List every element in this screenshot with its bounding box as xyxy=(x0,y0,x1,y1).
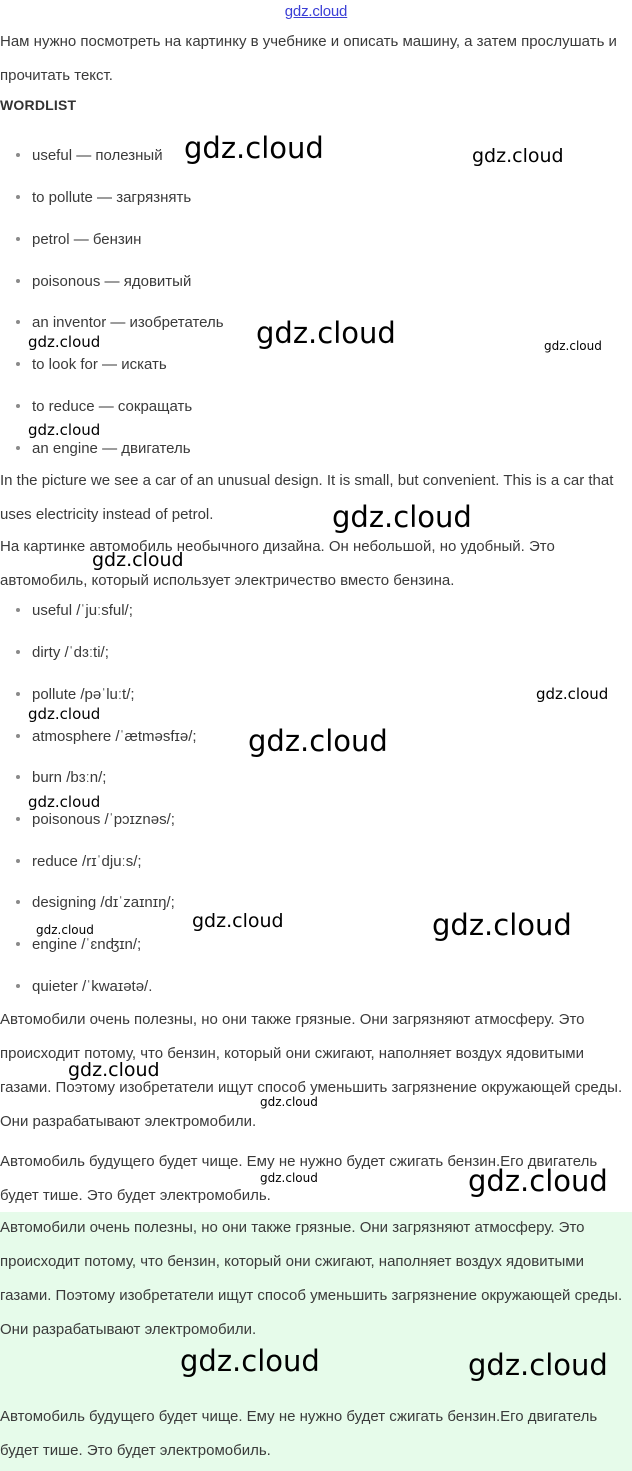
bullet-icon xyxy=(16,404,20,408)
watermark: gdz.cloud xyxy=(36,923,94,937)
bullet-icon xyxy=(16,692,20,696)
paragraph-1: Автомобили очень полезны, но они также грязные. Они загрязняют атмосферу. Это происходит потому, что бензин, который они сжигают, наполняет воздух ядовитыми газами. Поэтому изобретатели ищут способ уменьшить загрязнение окружающей среды. Они разрабатывают электромобили. xyxy=(0,1011,623,1130)
list-item: pollute /pəˈluːt/; xyxy=(16,686,135,703)
intro-text: Нам нужно посмотреть на картинку в учебнике и описать машину, а затем прослушать и прочитать текст. xyxy=(0,33,617,84)
bullet-icon xyxy=(16,734,20,738)
answer-paragraph-1: Автомобили очень полезны, но они также грязные. Они загрязняют атмосферу. Это происходит потому, что бензин, который они сжигают, наполняет воздух ядовитыми газами. Поэтому изобретатели ищут способ уменьшить загрязнение окружающей среды. Они разрабатывают электромобили. xyxy=(0,1219,623,1338)
watermark: gdz.cloud xyxy=(184,131,324,165)
site-logo[interactable]: gdz.cloud xyxy=(284,3,348,20)
watermark: gdz.cloud xyxy=(544,339,602,353)
russian-text: На картинке автомобиль необычного дизайна. Он небольшой, но удобный. Это автомобиль, который использует электричество вместо бензина. xyxy=(0,538,555,589)
list-item: burn /bɜːn/; xyxy=(16,769,106,786)
bullet-icon xyxy=(16,279,20,283)
watermark: gdz.cloud xyxy=(28,793,101,811)
paragraph-2: Автомобиль будущего будет чище. Ему не нужно будет сжигать бензин.Его двигатель будет тише. Это будет электромобиль. xyxy=(0,1153,598,1204)
watermark: gdz.cloud xyxy=(192,910,284,932)
bullet-icon xyxy=(16,362,20,366)
watermark: gdz.cloud xyxy=(68,1059,160,1081)
list-item: useful /ˈjuːsful/; xyxy=(16,602,133,619)
list-item: to look for — искать xyxy=(16,356,167,373)
bullet-icon xyxy=(16,984,20,988)
watermark: gdz.cloud xyxy=(472,145,564,167)
answer-paragraph-2: Автомобиль будущего будет чище. Ему не нужно будет сжигать бензин.Его двигатель будет тише. Это будет электромобиль. xyxy=(0,1408,598,1459)
list-item: to pollute — загрязнять xyxy=(16,189,191,206)
watermark: gdz.cloud xyxy=(536,685,609,703)
watermark: gdz.cloud xyxy=(92,549,184,571)
list-item: petrol — бензин xyxy=(16,231,141,248)
list-item: reduce /rɪˈdjuːs/; xyxy=(16,853,142,870)
watermark: gdz.cloud xyxy=(248,724,388,758)
wordlist-heading: WORDLIST xyxy=(0,97,77,113)
list-item: quieter /ˈkwaɪətə/. xyxy=(16,978,152,995)
watermark: gdz.cloud xyxy=(260,1095,318,1109)
bullet-icon xyxy=(16,195,20,199)
list-item: poisonous /ˈpɔɪznəs/; xyxy=(16,811,175,828)
watermark: gdz.cloud xyxy=(180,1344,320,1378)
bullet-icon xyxy=(16,942,20,946)
list-item: useful — полезный xyxy=(16,147,163,164)
list-item: designing /dɪˈzaɪnɪŋ/; xyxy=(16,894,175,911)
watermark: gdz.cloud xyxy=(28,333,101,351)
bullet-icon xyxy=(16,817,20,821)
bullet-icon xyxy=(16,446,20,450)
bullet-icon xyxy=(16,900,20,904)
list-item: atmosphere /ˈætməsfɪə/; xyxy=(16,728,197,745)
watermark: gdz.cloud xyxy=(28,705,101,723)
watermark: gdz.cloud xyxy=(260,1171,318,1185)
english-text: In the picture we see a car of an unusual design. It is small, but convenient. This is a car that uses electricity instead of petrol. xyxy=(0,472,614,523)
bullet-icon xyxy=(16,608,20,612)
watermark: gdz.cloud xyxy=(432,908,572,942)
list-item: dirty /ˈdɜːti/; xyxy=(16,644,109,661)
watermark: gdz.cloud xyxy=(468,1164,608,1198)
list-item: an engine — двигатель xyxy=(16,440,191,457)
bullet-icon xyxy=(16,320,20,324)
watermark: gdz.cloud xyxy=(332,500,472,534)
list-item: an inventor — изобретатель xyxy=(16,314,224,331)
bullet-icon xyxy=(16,775,20,779)
list-item: poisonous — ядовитый xyxy=(16,273,191,290)
watermark: gdz.cloud xyxy=(28,421,101,439)
watermark: gdz.cloud xyxy=(256,316,396,350)
list-item: engine /ˈɛnʤɪn/; xyxy=(16,936,141,953)
bullet-icon xyxy=(16,237,20,241)
bullet-icon xyxy=(16,153,20,157)
watermark: gdz.cloud xyxy=(468,1348,608,1382)
list-item: to reduce — сокращать xyxy=(16,398,192,415)
bullet-icon xyxy=(16,650,20,654)
bullet-icon xyxy=(16,859,20,863)
